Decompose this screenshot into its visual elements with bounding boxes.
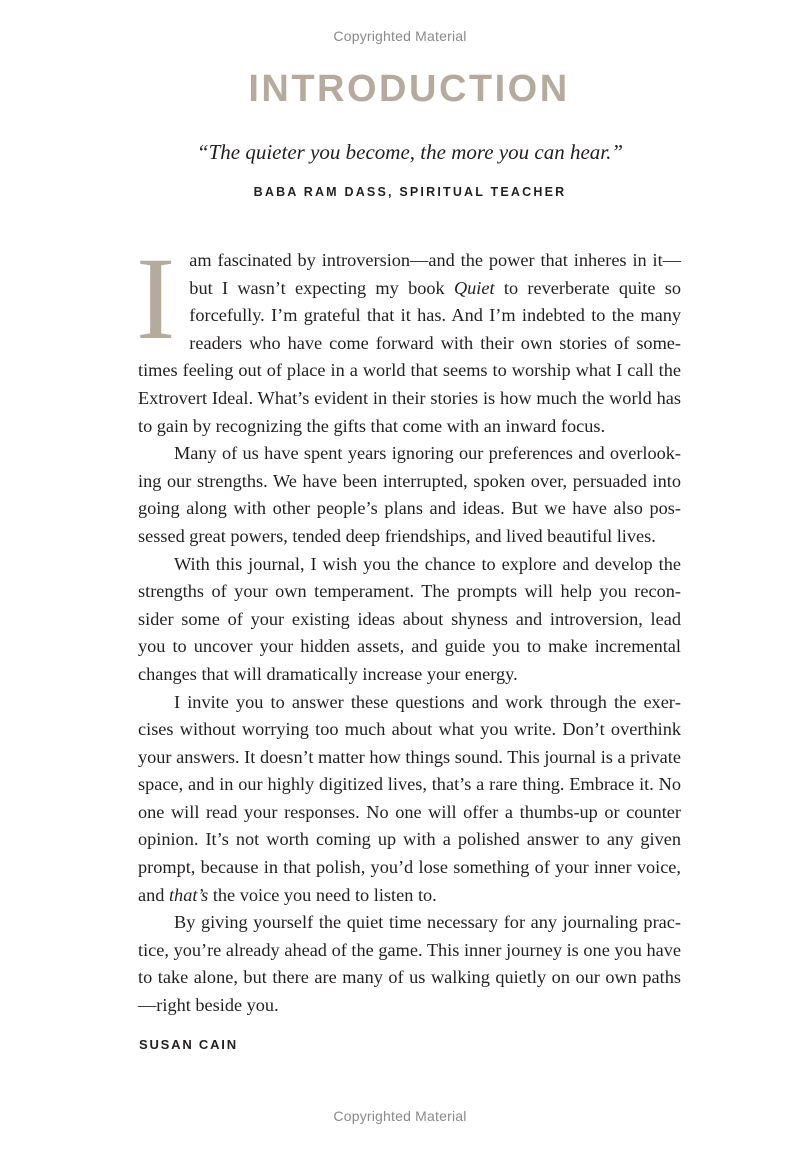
emphasis-thats: that’s <box>168 884 209 905</box>
paragraph-1 <box>136 233 682 440</box>
paragraph-2: Many of us have spent years ignoring our preferences and overlooking our strengths. We have been interrupted, spoken over, persuaded into going along with other people’s plans and ideas. But we have also possessed great powers, tended deep friendships, and lived beautiful lives. <box>138 443 681 546</box>
author-signature: SUSAN CAIN <box>139 1037 238 1052</box>
epigraph-quote: “The quieter you become, the more you can hear.” <box>196 140 624 164</box>
drop-cap: I <box>136 233 176 364</box>
paragraph-1-text-b: to reverberate quite so forcefully. I’m grateful that it has. And I’m indebted to the many readers who have come forward with their own stories of sometimes feeling out of place in a world that seems to worship what I call the Extrovert Ideal. What’s evident in their stories is how much the world has to gain by recognizing the gifts that come with an inward focus. <box>138 277 682 436</box>
paragraph-4-text-a: I invite you to answer these questions and work through the exercises without worrying too much about what you write. Don’t overthink your answers. It doesn’t matter how things sound. This journal is a private space, and in our highly digitized lives, that’s a rare thing. Embrace it. No one will read your responses. No one will offer a thumbs-up or counter opinion. It’s not worth coming up with a polished answer to any given prompt, because in that polish, you’d lose something of your inner voice, and <box>138 691 681 905</box>
paragraph-4-text-b: the voice you need to listen to. <box>208 884 437 905</box>
paragraph-5: By giving yourself the quiet time necessary for any journaling practice, you’re already ahead of the game. This inner journey is one you have to take alone, but there are many of us walking quietly on our own paths—right beside you. <box>138 912 681 1016</box>
book-title-quiet: Quiet <box>453 277 495 298</box>
paragraph-4 <box>138 689 681 910</box>
epigraph-attribution: BABA RAM DASS, SPIRITUAL TEACHER <box>253 185 567 199</box>
copyright-watermark-bottom: Copyrighted Material <box>333 1108 467 1124</box>
paragraph-3: With this journal, I wish you the chance to explore and develop the strengths of your own temperament. The prompts will help you reconsider some of your existing ideas about shyness and introversion, lead you to uncover your hidden assets, and guide you to make incremental changes that will dramatically increase your energy. <box>138 553 681 684</box>
page-title: INTRODUCTION <box>248 68 570 110</box>
paragraph-1-text-a: am fascinated by introversion—and the power that inheres in it—but I wasn’t expecting my book <box>189 250 681 298</box>
copyright-watermark-top: Copyrighted Material <box>333 28 467 44</box>
introduction-body <box>136 233 682 1020</box>
